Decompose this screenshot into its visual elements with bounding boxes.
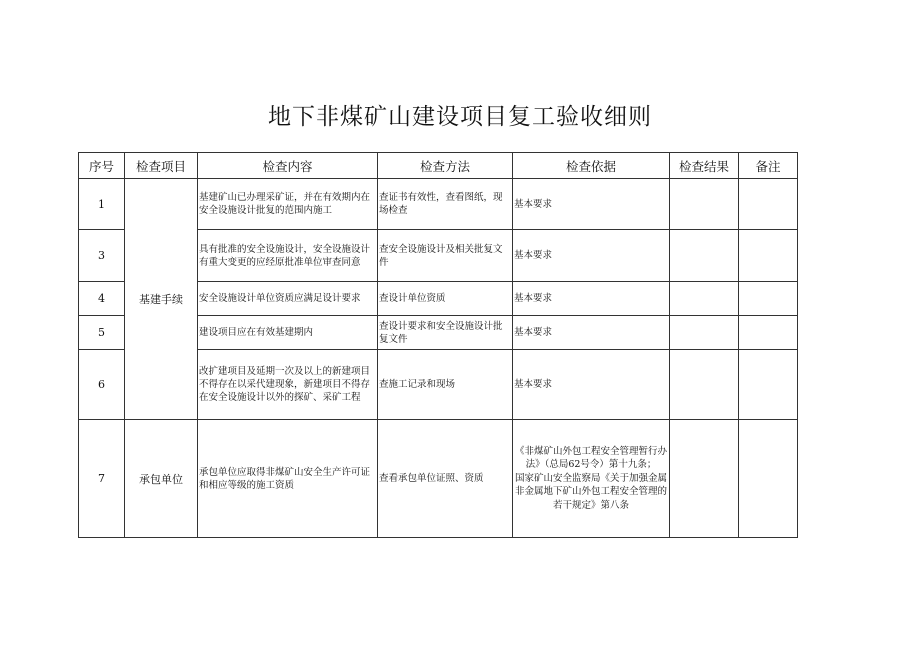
check-basis: 基本要求: [513, 179, 670, 230]
check-method: 查看承包单位证照、资质: [378, 420, 513, 538]
table-row: [79, 420, 798, 538]
remark-cell[interactable]: [739, 282, 798, 316]
check-basis: 基本要求: [513, 282, 670, 316]
check-basis: [513, 420, 670, 538]
remark-cell[interactable]: [739, 420, 798, 538]
check-method: 查安全设施设计及相关批复文件: [378, 230, 513, 282]
basis-line: 国家矿山安全监察局《关于加强金属非金属地下矿山外包工程安全管理的若干规定》第八条: [514, 472, 667, 511]
remark-cell[interactable]: [739, 179, 798, 230]
page-title: 地下非煤矿山建设项目复工验收细则: [268, 104, 652, 130]
check-content: 承包单位应取得非煤矿山安全生产许可证和相应等级的施工资质: [198, 420, 378, 538]
check-content: 基建矿山已办理采矿证，并在有效期内在安全设施设计批复的范围内施工: [198, 179, 378, 230]
check-result-cell[interactable]: [670, 179, 739, 230]
check-method: 查设计要求和安全设施设计批复文件: [378, 316, 513, 350]
header-remark: 备注: [739, 153, 798, 179]
check-method: 查施工记录和现场: [378, 350, 513, 420]
check-item-group: 基建手续: [125, 179, 198, 420]
remark-cell[interactable]: [739, 350, 798, 420]
check-content: 改扩建项目及延期一次及以上的新建项目不得存在以采代建现象，新建项目不得存在安全设施设计以外的探矿、采矿工程: [198, 350, 378, 420]
basis-line: 《非煤矿山外包工程安全管理暂行办法》（总局62号令）第十九条；: [514, 445, 667, 471]
check-result-cell[interactable]: [670, 316, 739, 350]
check-basis: 基本要求: [513, 316, 670, 350]
check-result-cell[interactable]: [670, 282, 739, 316]
table-row: [79, 179, 798, 230]
row-number: 4: [79, 282, 125, 316]
row-number: 6: [79, 350, 125, 420]
check-method: 查证书有效性，查看图纸，现场检查: [378, 179, 513, 230]
check-result-cell[interactable]: [670, 350, 739, 420]
table-header-row: [79, 153, 798, 179]
check-basis: 基本要求: [513, 350, 670, 420]
row-number: 3: [79, 230, 125, 282]
acceptance-table: [78, 152, 798, 538]
row-number: 1: [79, 179, 125, 230]
header-result: 检查结果: [670, 153, 739, 179]
check-result-cell[interactable]: [670, 230, 739, 282]
check-basis: 基本要求: [513, 230, 670, 282]
remark-cell[interactable]: [739, 316, 798, 350]
row-number: 5: [79, 316, 125, 350]
check-item: 承包单位: [125, 420, 198, 538]
row-number: 7: [79, 420, 125, 538]
header-no: 序号: [79, 153, 125, 179]
check-content: 建设项目应在有效基建期内: [198, 316, 378, 350]
check-method: 查设计单位资质: [378, 282, 513, 316]
check-content: 安全设施设计单位资质应满足设计要求: [198, 282, 378, 316]
header-item: 检查项目: [125, 153, 198, 179]
remark-cell[interactable]: [739, 230, 798, 282]
header-method: 检查方法: [378, 153, 513, 179]
header-content: 检查内容: [198, 153, 378, 179]
header-basis: 检查依据: [513, 153, 670, 179]
check-result-cell[interactable]: [670, 420, 739, 538]
check-content: 具有批准的安全设施设计，安全设施设计有重大变更的应经原批准单位审查同意: [198, 230, 378, 282]
